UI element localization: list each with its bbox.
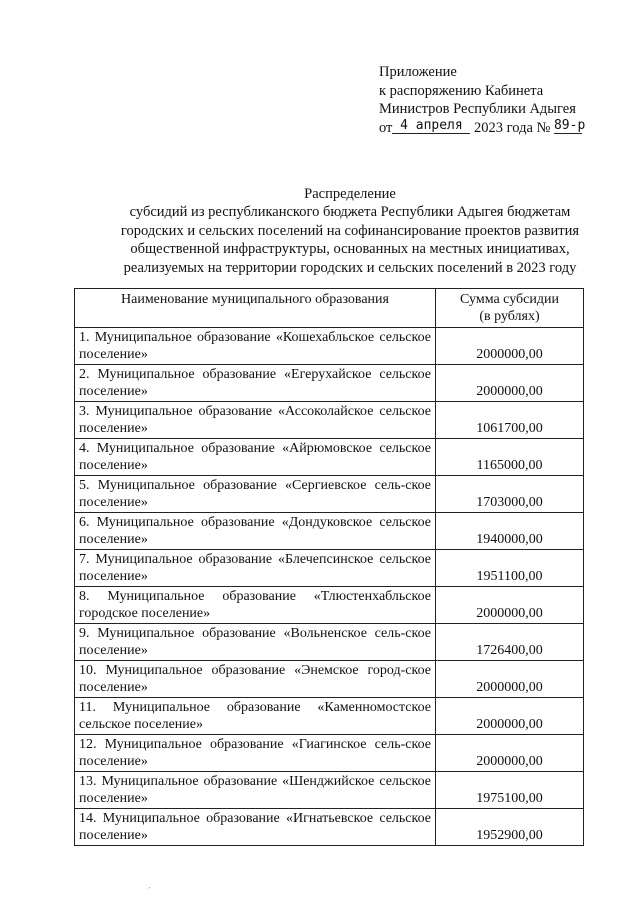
subsidy-amount: 2000000,00 xyxy=(436,365,584,402)
handwritten-number: 89-р xyxy=(553,118,586,133)
table-row xyxy=(75,735,584,772)
table-row xyxy=(75,328,584,365)
document-title xyxy=(60,185,640,277)
subsidy-amount: 1703000,00 xyxy=(436,476,584,513)
subsidy-amount: 1975100,00 xyxy=(436,772,584,809)
subsidy-amount: 2000000,00 xyxy=(436,698,584,735)
table-row xyxy=(75,698,584,735)
table-row xyxy=(75,587,584,624)
handwritten-date: 4 апреля xyxy=(392,119,470,134)
appendix-line-cabinet: Министров Республики Адыгея xyxy=(379,101,576,117)
title-line-1: Распределение xyxy=(304,186,396,202)
date-prefix: от xyxy=(379,119,393,136)
subsidy-amount: 2000000,00 xyxy=(436,735,584,772)
subsidy-amount: 1951100,00 xyxy=(436,550,584,587)
title-line-4: общественной инфраструктуры, основанных на местных инициативах, xyxy=(130,241,570,258)
appendix-date-line xyxy=(379,118,586,138)
table-row xyxy=(75,809,584,846)
header-amount xyxy=(436,289,584,328)
appendix-block xyxy=(379,63,586,137)
table-row xyxy=(75,661,584,698)
municipality-name: 11. Муниципальное образование «Каменномостское сельское поселение» xyxy=(75,698,436,735)
table-row xyxy=(75,365,584,402)
table-header-row xyxy=(75,289,584,328)
table-row xyxy=(75,513,584,550)
appendix-title: Приложение xyxy=(379,64,457,80)
municipality-name: 13. Муниципальное образование «Шенджийское сельское поселение» xyxy=(75,772,436,809)
table-row xyxy=(75,439,584,476)
subsidy-amount: 1165000,00 xyxy=(436,439,584,476)
subsidy-amount: 1940000,00 xyxy=(436,513,584,550)
municipality-name: 14. Муниципальное образование «Игнатьевское сельское поселение» xyxy=(75,809,436,846)
subsidy-amount: 2000000,00 xyxy=(436,587,584,624)
appendix-line-order: к распоряжению Кабинета xyxy=(379,82,544,99)
municipality-name: 9. Муниципальное образование «Вольненское сель-ское поселение» xyxy=(75,624,436,661)
municipality-name: 1. Муниципальное образование «Кошехабльское сельское поселение» xyxy=(75,328,436,365)
header-amount-line2: (в рублях) xyxy=(479,309,540,324)
table-row xyxy=(75,772,584,809)
table-row xyxy=(75,624,584,661)
municipality-name: 6. Муниципальное образование «Дондуковское сельское поселение» xyxy=(75,513,436,550)
table-row xyxy=(75,550,584,587)
subsidy-amount: 1952900,00 xyxy=(436,809,584,846)
title-line-3: городских и сельских поселений на софинансирование проектов развития xyxy=(120,222,580,239)
municipality-name: 10. Муниципальное образование «Энемское город-ское поселение» xyxy=(75,661,436,698)
subsidy-table xyxy=(74,288,584,846)
title-line-2: субсидий из республиканского бюджета Республики Адыгея бюджетам xyxy=(129,204,571,221)
municipality-name: 3. Муниципальное образование «Ассоколайское сельское поселение» xyxy=(75,402,436,439)
table-row xyxy=(75,476,584,513)
municipality-name: 7. Муниципальное образование «Блечепсинское сельское поселение» xyxy=(75,550,436,587)
municipality-name: 8. Муниципальное образование «Тлюстенхабльское городское поселение» xyxy=(75,587,436,624)
header-amount-line1: Сумма субсидии xyxy=(460,292,559,307)
table-row xyxy=(75,402,584,439)
scan-speck: ´ xyxy=(148,886,151,895)
title-line-5: реализуемых на территории городских и сельских поселений в 2023 году xyxy=(123,259,577,276)
subsidy-amount: 1061700,00 xyxy=(436,402,584,439)
year-text: 2023 года № xyxy=(474,119,551,136)
municipality-name: 4. Муниципальное образование «Айрюмовское сельское поселение» xyxy=(75,439,436,476)
municipality-name: 2. Муниципальное образование «Егерухайское сельское поселение» xyxy=(75,365,436,402)
subsidy-amount: 2000000,00 xyxy=(436,661,584,698)
subsidy-amount: 1726400,00 xyxy=(436,624,584,661)
municipality-name: 12. Муниципальное образование «Гиагинское сель-ское поселение» xyxy=(75,735,436,772)
header-name: Наименование муниципального образования xyxy=(75,289,436,328)
subsidy-amount: 2000000,00 xyxy=(436,328,584,365)
municipality-name: 5. Муниципальное образование «Сергиевское сель-ское поселение» xyxy=(75,476,436,513)
